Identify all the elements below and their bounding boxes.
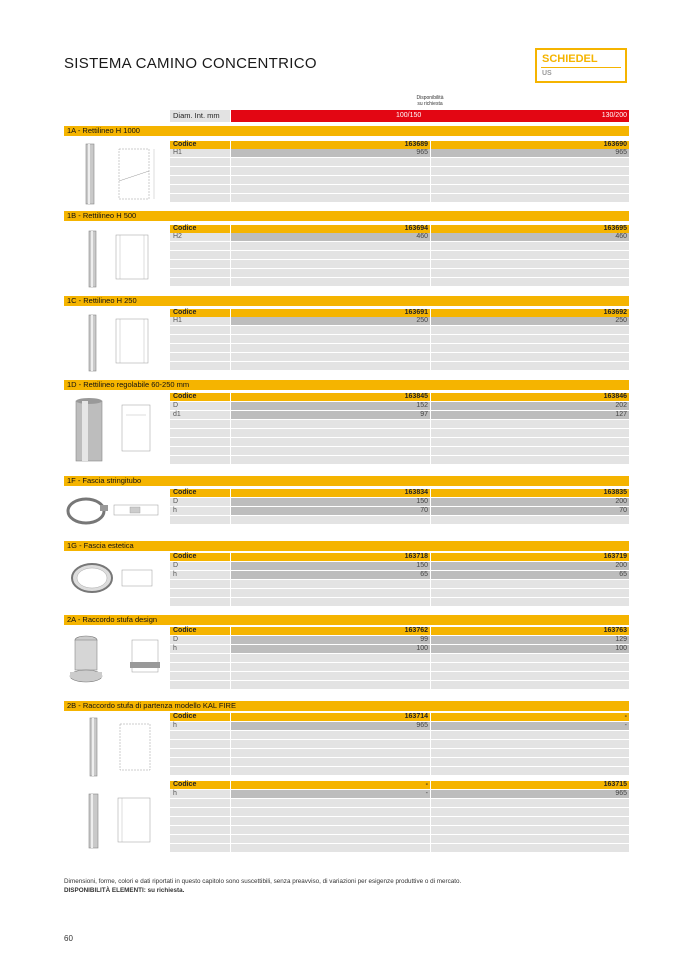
row-value: 200 — [431, 562, 629, 570]
product-image-1b — [64, 225, 168, 293]
row-value: 202 — [431, 402, 629, 410]
empty-cell — [231, 242, 430, 250]
row-label: h — [170, 571, 230, 579]
empty-cell — [231, 681, 430, 689]
empty-cell — [231, 740, 430, 748]
empty-cell — [170, 420, 230, 428]
empty-cell — [170, 456, 230, 464]
row-value: 163695 — [431, 225, 629, 233]
code-row — [170, 781, 629, 789]
empty-cell — [431, 278, 629, 286]
code-row — [170, 225, 629, 233]
empty-row — [170, 580, 629, 588]
empty-cell — [431, 817, 629, 825]
empty-cell — [231, 663, 430, 671]
row-value: 250 — [431, 317, 629, 325]
empty-cell — [170, 681, 230, 689]
empty-row — [170, 362, 629, 370]
empty-row — [170, 835, 629, 843]
empty-row — [170, 799, 629, 807]
row-value: 163715 — [431, 781, 629, 789]
empty-cell — [231, 808, 430, 816]
row-value: 163835 — [431, 489, 629, 497]
empty-row — [170, 808, 629, 816]
section-header: 1B - Rettilineo H 500 — [64, 211, 629, 221]
row-value: 965 — [431, 149, 629, 157]
row-value: 965 — [431, 790, 629, 798]
row-value: 163714 — [231, 713, 430, 721]
empty-cell — [170, 176, 230, 184]
empty-cell — [231, 326, 430, 334]
empty-cell — [170, 672, 230, 680]
empty-cell — [170, 194, 230, 202]
empty-row — [170, 194, 629, 202]
dimension-row — [170, 636, 629, 644]
empty-row — [170, 740, 629, 748]
empty-row — [170, 353, 629, 361]
section-header: 2B - Raccordo stufa di partenza modello KAL FIRE — [64, 701, 629, 711]
row-value: 163694 — [231, 225, 430, 233]
empty-cell — [231, 194, 430, 202]
empty-cell — [431, 438, 629, 446]
empty-cell — [231, 835, 430, 843]
empty-cell — [431, 269, 629, 277]
empty-cell — [170, 799, 230, 807]
row-label: H2 — [170, 233, 230, 241]
empty-row — [170, 758, 629, 766]
row-value: 163834 — [231, 489, 430, 497]
row-label: Codice — [170, 393, 230, 401]
empty-cell — [231, 269, 430, 277]
code-row — [170, 393, 629, 401]
row-value: 163845 — [231, 393, 430, 401]
empty-row — [170, 260, 629, 268]
code-row — [170, 141, 629, 149]
code-row — [170, 489, 629, 497]
empty-row — [170, 663, 629, 671]
empty-cell — [170, 598, 230, 606]
brand-logo — [535, 48, 627, 83]
empty-row — [170, 681, 629, 689]
row-label: D — [170, 562, 230, 570]
page-title: SISTEMA CAMINO CONCENTRICO — [64, 55, 317, 72]
row-value: 200 — [431, 498, 629, 506]
product-image-2a — [64, 628, 168, 692]
row-value: 70 — [431, 507, 629, 515]
empty-cell — [431, 740, 629, 748]
empty-cell — [231, 844, 430, 852]
row-label: Codice — [170, 713, 230, 721]
empty-cell — [431, 589, 629, 597]
empty-cell — [431, 672, 629, 680]
diameter-col1: 100/150 — [396, 112, 422, 119]
diameter-header — [170, 110, 629, 122]
empty-cell — [231, 362, 430, 370]
empty-cell — [170, 516, 230, 524]
row-value: 460 — [431, 233, 629, 241]
row-value: 97 — [231, 411, 430, 419]
row-value: 100 — [431, 645, 629, 653]
empty-cell — [170, 362, 230, 370]
brand-name: SCHIEDEL — [542, 53, 598, 65]
empty-cell — [231, 438, 430, 446]
empty-cell — [231, 447, 430, 455]
empty-cell — [431, 429, 629, 437]
dimension-row — [170, 790, 629, 798]
empty-cell — [170, 740, 230, 748]
empty-row — [170, 438, 629, 446]
row-value: 163690 — [431, 141, 629, 149]
empty-row — [170, 654, 629, 662]
row-label: Codice — [170, 553, 230, 561]
row-label: D — [170, 636, 230, 644]
empty-cell — [231, 826, 430, 834]
empty-row — [170, 516, 629, 524]
product-image-1a — [64, 141, 168, 209]
dimension-row — [170, 498, 629, 506]
product-image-1d — [64, 395, 168, 467]
empty-row — [170, 269, 629, 277]
product-image-1f — [64, 491, 168, 529]
footer-note — [64, 877, 461, 895]
empty-cell — [170, 447, 230, 455]
empty-cell — [170, 438, 230, 446]
dimension-row — [170, 562, 629, 570]
empty-cell — [431, 344, 629, 352]
logo-divider — [541, 67, 621, 68]
empty-cell — [170, 429, 230, 437]
empty-row — [170, 176, 629, 184]
empty-cell — [231, 278, 430, 286]
empty-cell — [431, 326, 629, 334]
row-value: 150 — [231, 562, 430, 570]
empty-cell — [231, 516, 430, 524]
dimension-row — [170, 233, 629, 241]
empty-cell — [170, 167, 230, 175]
section-header: 2A - Raccordo stufa design — [64, 615, 629, 625]
empty-row — [170, 672, 629, 680]
row-value: 152 — [231, 402, 430, 410]
row-label: h — [170, 507, 230, 515]
empty-cell — [431, 598, 629, 606]
empty-row — [170, 589, 629, 597]
section-header: 1F - Fascia stringitubo — [64, 476, 629, 486]
empty-cell — [231, 344, 430, 352]
empty-row — [170, 429, 629, 437]
empty-cell — [231, 251, 430, 259]
empty-cell — [431, 335, 629, 343]
empty-cell — [431, 844, 629, 852]
empty-cell — [231, 799, 430, 807]
availability-note: Disponibilità su richiesta — [416, 95, 444, 107]
empty-cell — [170, 353, 230, 361]
empty-cell — [431, 749, 629, 757]
empty-cell — [231, 167, 430, 175]
empty-row — [170, 167, 629, 175]
empty-row — [170, 749, 629, 757]
empty-cell — [170, 242, 230, 250]
empty-cell — [431, 654, 629, 662]
row-value: 163692 — [431, 309, 629, 317]
row-value: 163762 — [231, 627, 430, 635]
empty-row — [170, 185, 629, 193]
empty-cell — [431, 663, 629, 671]
empty-row — [170, 278, 629, 286]
row-label: Codice — [170, 781, 230, 789]
empty-cell — [170, 844, 230, 852]
empty-row — [170, 242, 629, 250]
empty-cell — [231, 580, 430, 588]
empty-cell — [170, 767, 230, 775]
empty-cell — [231, 589, 430, 597]
empty-row — [170, 731, 629, 739]
row-value: - — [431, 722, 629, 730]
empty-cell — [170, 589, 230, 597]
empty-cell — [231, 158, 430, 166]
empty-cell — [431, 447, 629, 455]
empty-cell — [231, 598, 430, 606]
empty-cell — [431, 194, 629, 202]
empty-cell — [231, 731, 430, 739]
row-label: H1 — [170, 317, 230, 325]
row-value: 965 — [231, 149, 430, 157]
empty-cell — [431, 516, 629, 524]
empty-cell — [170, 278, 230, 286]
row-label: h — [170, 722, 230, 730]
empty-cell — [231, 335, 430, 343]
diameter-col2: 130/200 — [601, 112, 627, 119]
empty-cell — [231, 260, 430, 268]
empty-cell — [170, 654, 230, 662]
row-value: 65 — [431, 571, 629, 579]
footer-disclaimer: Dimensioni, forme, colori e dati riportati in questo capitolo sono suscettibili, senza preavviso, di variazioni per esigenze produttive o di mercato. — [64, 878, 462, 885]
empty-cell — [170, 731, 230, 739]
empty-cell — [231, 758, 430, 766]
row-label: h — [170, 790, 230, 798]
dimension-row — [170, 317, 629, 325]
diameter-values-bar — [231, 110, 629, 122]
empty-row — [170, 158, 629, 166]
row-value: 163763 — [431, 627, 629, 635]
empty-cell — [431, 251, 629, 259]
row-value: - — [431, 713, 629, 721]
row-value: 65 — [231, 571, 430, 579]
code-row — [170, 553, 629, 561]
row-label: Codice — [170, 225, 230, 233]
empty-cell — [231, 749, 430, 757]
brand-sub: US — [542, 70, 552, 77]
section-header: 1C - Rettilineo H 250 — [64, 296, 629, 306]
empty-cell — [231, 456, 430, 464]
row-value: 163719 — [431, 553, 629, 561]
empty-row — [170, 844, 629, 852]
section-header: 1D - Rettilineo regolabile 60-250 mm — [64, 380, 629, 390]
dimension-row — [170, 645, 629, 653]
dimension-row — [170, 571, 629, 579]
empty-cell — [231, 429, 430, 437]
empty-cell — [170, 808, 230, 816]
empty-cell — [231, 767, 430, 775]
row-value: - — [231, 790, 430, 798]
row-value: - — [231, 781, 430, 789]
row-value: 129 — [431, 636, 629, 644]
row-value: 127 — [431, 411, 629, 419]
product-image-2b-2 — [64, 790, 168, 852]
dimension-row — [170, 722, 629, 730]
code-row — [170, 713, 629, 721]
empty-cell — [431, 456, 629, 464]
empty-row — [170, 251, 629, 259]
empty-cell — [170, 251, 230, 259]
empty-cell — [231, 353, 430, 361]
row-value: 163846 — [431, 393, 629, 401]
row-label: D — [170, 402, 230, 410]
row-label: Codice — [170, 309, 230, 317]
empty-cell — [431, 835, 629, 843]
empty-cell — [431, 681, 629, 689]
empty-cell — [170, 580, 230, 588]
row-label: Codice — [170, 489, 230, 497]
row-label: H1 — [170, 149, 230, 157]
code-row — [170, 309, 629, 317]
row-label: Codice — [170, 627, 230, 635]
empty-cell — [231, 654, 430, 662]
empty-row — [170, 817, 629, 825]
empty-cell — [431, 420, 629, 428]
empty-row — [170, 826, 629, 834]
empty-cell — [231, 672, 430, 680]
empty-cell — [431, 767, 629, 775]
row-value: 99 — [231, 636, 430, 644]
empty-cell — [431, 260, 629, 268]
empty-cell — [231, 420, 430, 428]
empty-cell — [170, 344, 230, 352]
empty-cell — [170, 758, 230, 766]
empty-cell — [231, 176, 430, 184]
diameter-label: Diam. Int. mm — [170, 110, 230, 122]
empty-row — [170, 326, 629, 334]
row-value: 150 — [231, 498, 430, 506]
empty-cell — [170, 749, 230, 757]
empty-cell — [170, 835, 230, 843]
empty-cell — [170, 158, 230, 166]
footer-availability: DISPONIBILITÀ ELEMENTI: su richiesta. — [64, 887, 185, 894]
empty-cell — [431, 242, 629, 250]
empty-cell — [170, 817, 230, 825]
empty-cell — [431, 808, 629, 816]
empty-cell — [170, 185, 230, 193]
empty-row — [170, 420, 629, 428]
row-label: h — [170, 645, 230, 653]
empty-cell — [431, 826, 629, 834]
row-value: 965 — [231, 722, 430, 730]
row-value: 163689 — [231, 141, 430, 149]
empty-row — [170, 456, 629, 464]
empty-cell — [170, 826, 230, 834]
empty-cell — [431, 758, 629, 766]
empty-row — [170, 335, 629, 343]
row-label: Codice — [170, 141, 230, 149]
product-image-1g — [64, 556, 168, 602]
empty-row — [170, 767, 629, 775]
empty-cell — [431, 353, 629, 361]
row-label: D — [170, 498, 230, 506]
empty-cell — [431, 799, 629, 807]
empty-cell — [431, 731, 629, 739]
empty-cell — [231, 185, 430, 193]
empty-cell — [170, 335, 230, 343]
row-value: 460 — [231, 233, 430, 241]
empty-cell — [170, 269, 230, 277]
row-value: 163691 — [231, 309, 430, 317]
dimension-row — [170, 402, 629, 410]
empty-cell — [431, 580, 629, 588]
product-image-1c — [64, 309, 168, 377]
empty-cell — [170, 663, 230, 671]
empty-cell — [170, 326, 230, 334]
empty-row — [170, 344, 629, 352]
row-value: 70 — [231, 507, 430, 515]
code-row — [170, 627, 629, 635]
product-image-2b-1 — [64, 714, 168, 780]
empty-cell — [431, 176, 629, 184]
section-header: 1G - Fascia estetica — [64, 541, 629, 551]
empty-row — [170, 447, 629, 455]
empty-cell — [431, 158, 629, 166]
row-value: 163718 — [231, 553, 430, 561]
dimension-row — [170, 507, 629, 515]
row-label: d1 — [170, 411, 230, 419]
empty-cell — [170, 260, 230, 268]
row-value: 100 — [231, 645, 430, 653]
dimension-row — [170, 411, 629, 419]
empty-cell — [431, 362, 629, 370]
empty-cell — [431, 185, 629, 193]
section-header: 1A - Rettilineo H 1000 — [64, 126, 629, 136]
empty-cell — [231, 817, 430, 825]
page-number: 60 — [64, 934, 73, 943]
empty-cell — [431, 167, 629, 175]
row-value: 250 — [231, 317, 430, 325]
dimension-row — [170, 149, 629, 157]
empty-row — [170, 598, 629, 606]
